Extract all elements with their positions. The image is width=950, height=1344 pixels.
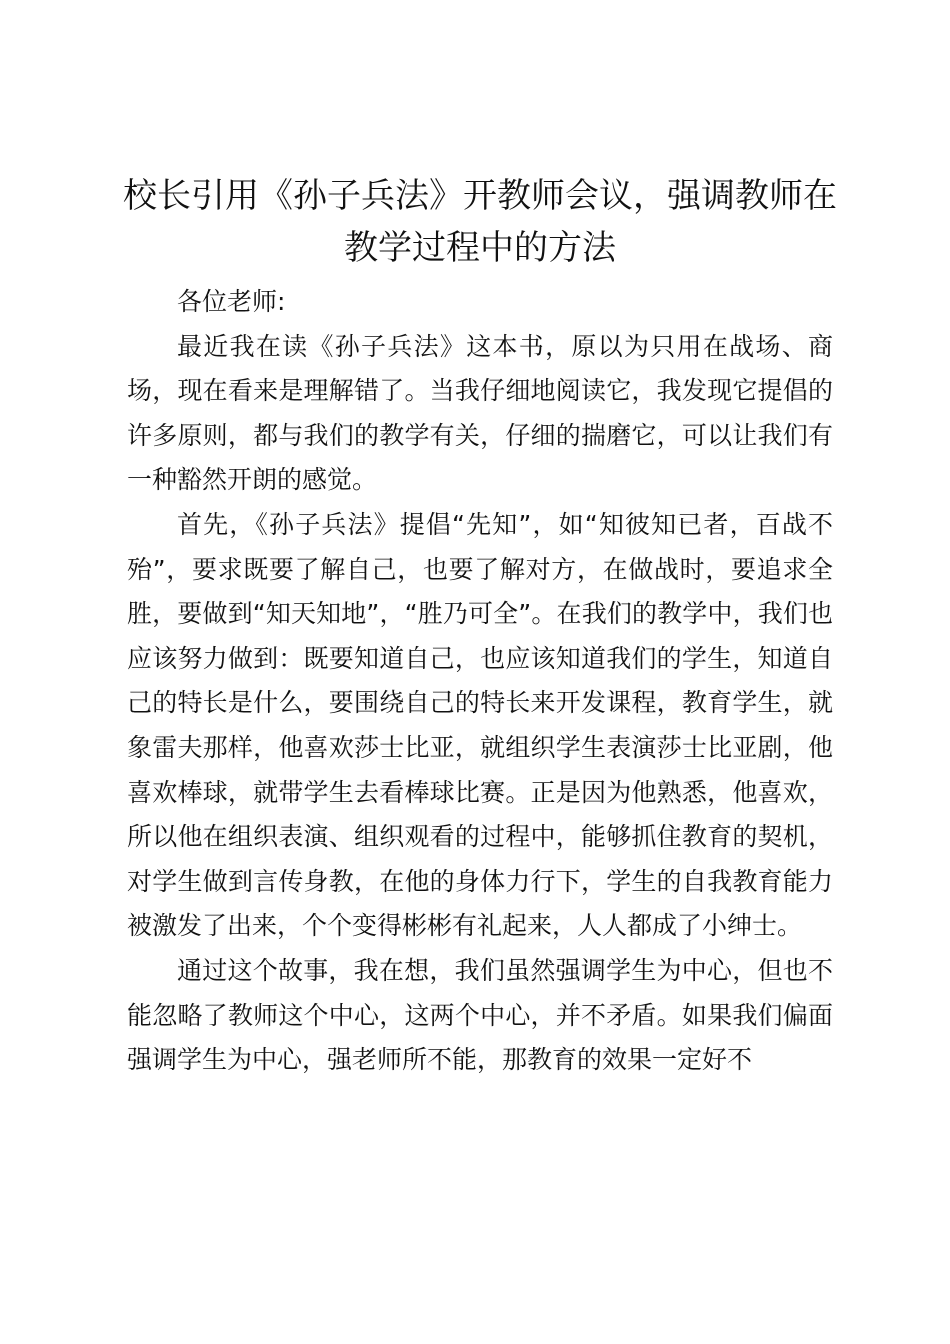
document-body <box>127 280 833 1083</box>
salutation: 各位老师: <box>177 287 286 316</box>
paragraph-3: 通过这个故事，我在想，我们虽然强调学生为中心，但也不能忽略了教师这个中心，这两个中心，并不矛盾。如果我们偏面强调学生为中心，强老师所不能，那教育的效果一定好不 <box>127 955 833 1075</box>
document-title: 校长引用《孙子兵法》开教师会议，强调教师在教学过程中的方法 <box>123 176 837 268</box>
paragraph-2: 首先，《孙子兵法》提倡“先知”，如“知彼知已者，百战不殆”，要求既要了解自己，也要了解对方，在做战时，要追求全胜，要做到“知天知地”，“胜乃可全”。在我们的教学中，我们也应该努力做到：既要知道自己，也应该知道我们的学生，知道自己的特长是什么，要围绕自己的特长来开发课程，教育学生，就象雷夫那样，他喜欢莎士比亚，就组织学生表演莎士比亚剧，他喜欢棒球，就带学生去看棒球比赛。正是因为他熟悉，他喜欢，所以他在组织表演、组织观看的过程中，能够抓住教育的契机，对学生做到言传身教，在他的身体力行下，学生的自我教育能力被激发了出来，个个变得彬彬有礼起来，人人都成了小绅士。 <box>127 509 833 941</box>
paragraph-1: 最近我在读《孙子兵法》这本书，原以为只用在战场、商场，现在看来是理解错了。当我仔细地阅读它，我发现它提倡的许多原则，都与我们的教学有关，仔细的揣磨它，可以让我们有一种豁然开朗的感觉。 <box>127 331 833 495</box>
